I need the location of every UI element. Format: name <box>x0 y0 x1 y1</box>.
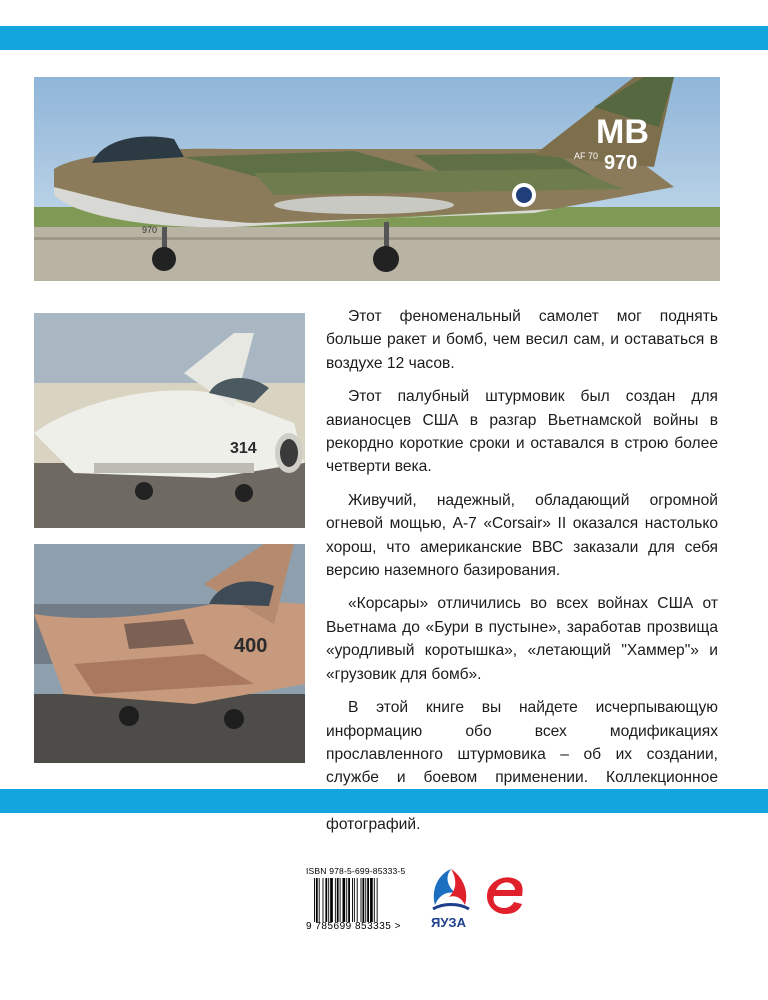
barcode-bar <box>377 878 378 922</box>
barcode-bar <box>325 878 327 922</box>
barcode-bar <box>362 878 364 922</box>
barcode-number: 9 785699 853335 > <box>306 921 401 932</box>
paragraph-4: «Корсары» отличились во всех войнах США от Вьетнама до «Бури в пустыне», заработав прозвища «уродливый коротышка», «летающий "Хаммер"» и «грузовик для бомб». <box>326 595 718 683</box>
a7-carrier-illustration <box>34 313 305 528</box>
barcode-bar <box>346 878 347 922</box>
barcode-bar <box>337 878 339 922</box>
desert-aircraft-number: 400 <box>234 635 268 657</box>
barcode-bar <box>343 878 346 922</box>
barcode-bar <box>316 878 318 922</box>
barcode-bar <box>374 878 375 922</box>
barcode-bar <box>323 878 324 922</box>
barcode-bar <box>367 878 369 922</box>
paragraph-5: В этой книге вы найдете исчерпывающую информацию обо всех модификациях прославленного штурмовика – об их создании, службе и боевом применении. Коллекционное фотографий. <box>326 699 718 834</box>
barcode-bar <box>354 878 355 922</box>
carrier-aircraft-number: 314 <box>230 440 257 457</box>
top-stripe <box>0 26 768 50</box>
barcode-bar <box>330 878 333 922</box>
tail-prefix: AF 70 <box>574 151 599 161</box>
barcode-bar <box>340 878 341 922</box>
tail-code: MB <box>596 113 649 151</box>
barcode-bar <box>370 878 373 922</box>
isbn-text: ISBN 978-5-699-85333-5 <box>306 866 406 876</box>
paragraph-3: Живучий, надежный, обладающий огромной огневой мощью, А-7 «Corsair» II оказался настолько хорош, что американские ВВС заказали для себя версию наземного базирования. <box>326 491 718 580</box>
yauza-logo <box>425 865 477 931</box>
a7-airforce-illustration <box>34 77 720 281</box>
barcode-bar <box>335 878 336 922</box>
photo-a7-desert-camo <box>34 544 305 763</box>
barcode-bar <box>357 878 358 922</box>
paragraph-1: Этот феноменальный самолет мог поднять больше ракет и бомб, чем весил сам, и оставаться в воздухе 12 часов. <box>326 308 718 372</box>
isbn-barcode <box>306 866 418 934</box>
barcode-bar <box>352 878 353 922</box>
barcode-bar <box>319 878 320 922</box>
barcode-bar <box>365 878 366 922</box>
barcode-bar <box>328 878 329 922</box>
description-text <box>326 305 718 847</box>
barcode-bar <box>361 878 362 922</box>
photo-a7-carrier <box>34 313 305 528</box>
eksmo-icon <box>480 870 530 920</box>
tail-number: 970 <box>604 152 638 174</box>
barcode-bar <box>314 878 315 922</box>
bottom-stripe <box>0 789 768 813</box>
barcode-bars <box>314 878 410 922</box>
a7-desert-illustration <box>34 544 305 763</box>
photo-a7-air-force <box>34 77 720 281</box>
barcode-bar <box>348 878 350 922</box>
paragraph-2: Этот палубный штурмовик был создан для авианосцев США в разгар Вьетнамской войны в рекордно короткие сроки и оставался в строю более четверти века. <box>326 388 718 476</box>
nose-number: 970 <box>142 225 158 235</box>
eksmo-logo <box>480 870 530 920</box>
yauza-logo-text: ЯУЗА <box>431 915 466 930</box>
